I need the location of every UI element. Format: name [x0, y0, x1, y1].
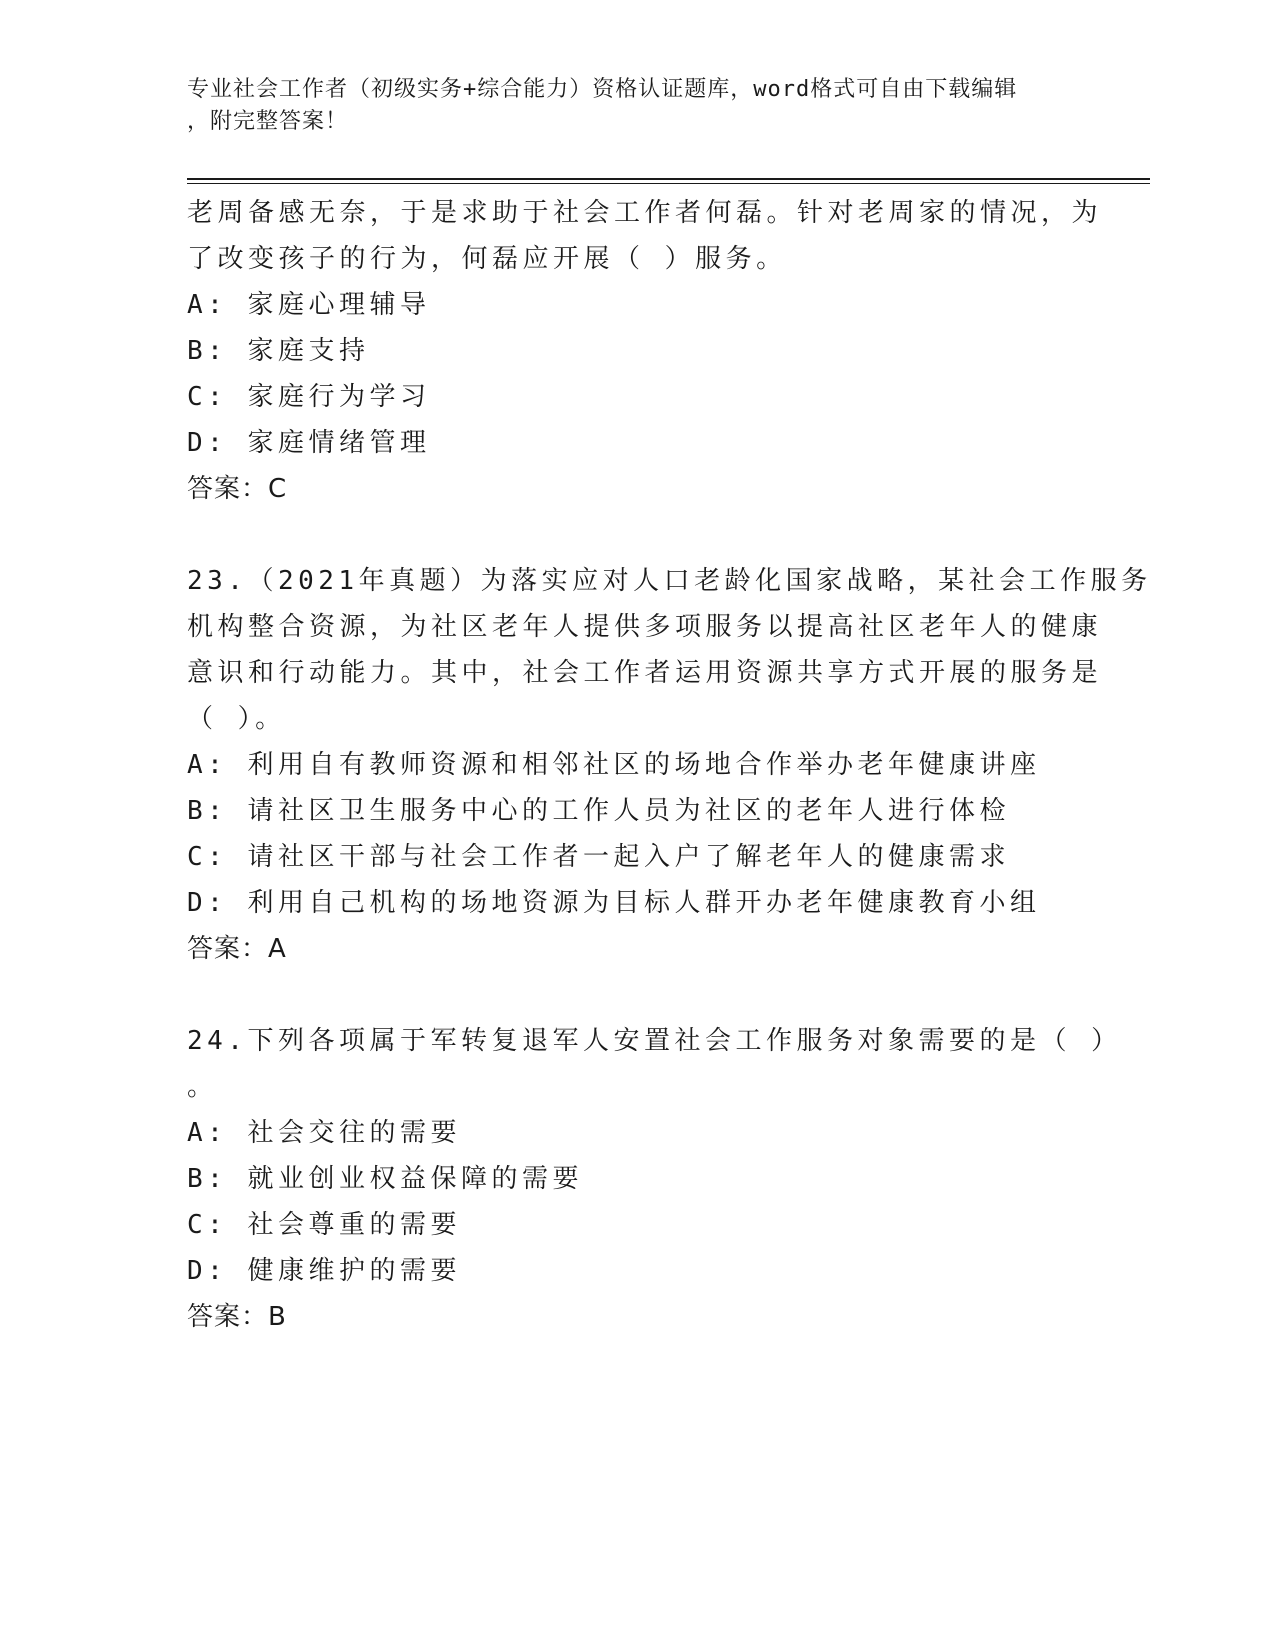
- question-stem-line: 意识和行动能力。其中，社会工作者运用资源共享方式开展的服务是: [187, 658, 1103, 688]
- question-23: [187, 558, 1152, 972]
- header-rule-thin: [187, 183, 1150, 184]
- option-d: D: 健康维护的需要: [187, 1256, 461, 1286]
- header-rule-thick: [187, 178, 1150, 180]
- option-b: B: 家庭支持: [187, 336, 370, 366]
- header-line-2: ，附完整答案！: [187, 109, 349, 134]
- question-24: [187, 1018, 1122, 1340]
- option-a: A: 家庭心理辅导: [187, 290, 431, 320]
- question-stem-line: 24.下列各项属于军转复退军人安置社会工作服务对象需要的是（ ）: [187, 1026, 1122, 1056]
- page-header: [187, 74, 1087, 138]
- option-c: C: 家庭行为学习: [187, 382, 431, 412]
- spacer: [187, 972, 1087, 1018]
- option-c: C: 请社区干部与社会工作者一起入户了解老年人的健康需求: [187, 842, 1010, 872]
- question-stem-line: 老周备感无奈，于是求助于社会工作者何磊。针对老周家的情况，为: [187, 198, 1103, 228]
- answer-line: 答案：B: [187, 1302, 287, 1332]
- question-22: [187, 190, 1103, 512]
- option-a: A: 利用自有教师资源和相邻社区的场地合作举办老年健康讲座: [187, 750, 1041, 780]
- option-c: C: 社会尊重的需要: [187, 1210, 461, 1240]
- question-stem-line: 了改变孩子的行为，何磊应开展（ ）服务。: [187, 244, 787, 274]
- document-body: [187, 190, 1152, 1340]
- question-stem-line: 。: [187, 1072, 218, 1102]
- question-stem-line: 机构整合资源，为社区老年人提供多项服务以提高社区老年人的健康: [187, 612, 1103, 642]
- answer-line: 答案：C: [187, 474, 288, 504]
- option-b: B: 请社区卫生服务中心的工作人员为社区的老年人进行体检: [187, 796, 1010, 826]
- header-line-1: 专业社会工作者（初级实务+综合能力）资格认证题库，word格式可自由下载编辑: [187, 77, 1018, 102]
- option-b: B: 就业创业权益保障的需要: [187, 1164, 583, 1194]
- answer-line: 答案：A: [187, 934, 287, 964]
- spacer: [187, 512, 1087, 558]
- option-a: A: 社会交往的需要: [187, 1118, 461, 1148]
- option-d: D: 利用自己机构的场地资源为目标人群开办老年健康教育小组: [187, 888, 1041, 918]
- question-stem-line: 23.（2021年真题）为落实应对人口老龄化国家战略，某社会工作服务: [187, 566, 1152, 596]
- question-stem-line: （ ）。: [187, 704, 286, 734]
- option-d: D: 家庭情绪管理: [187, 428, 431, 458]
